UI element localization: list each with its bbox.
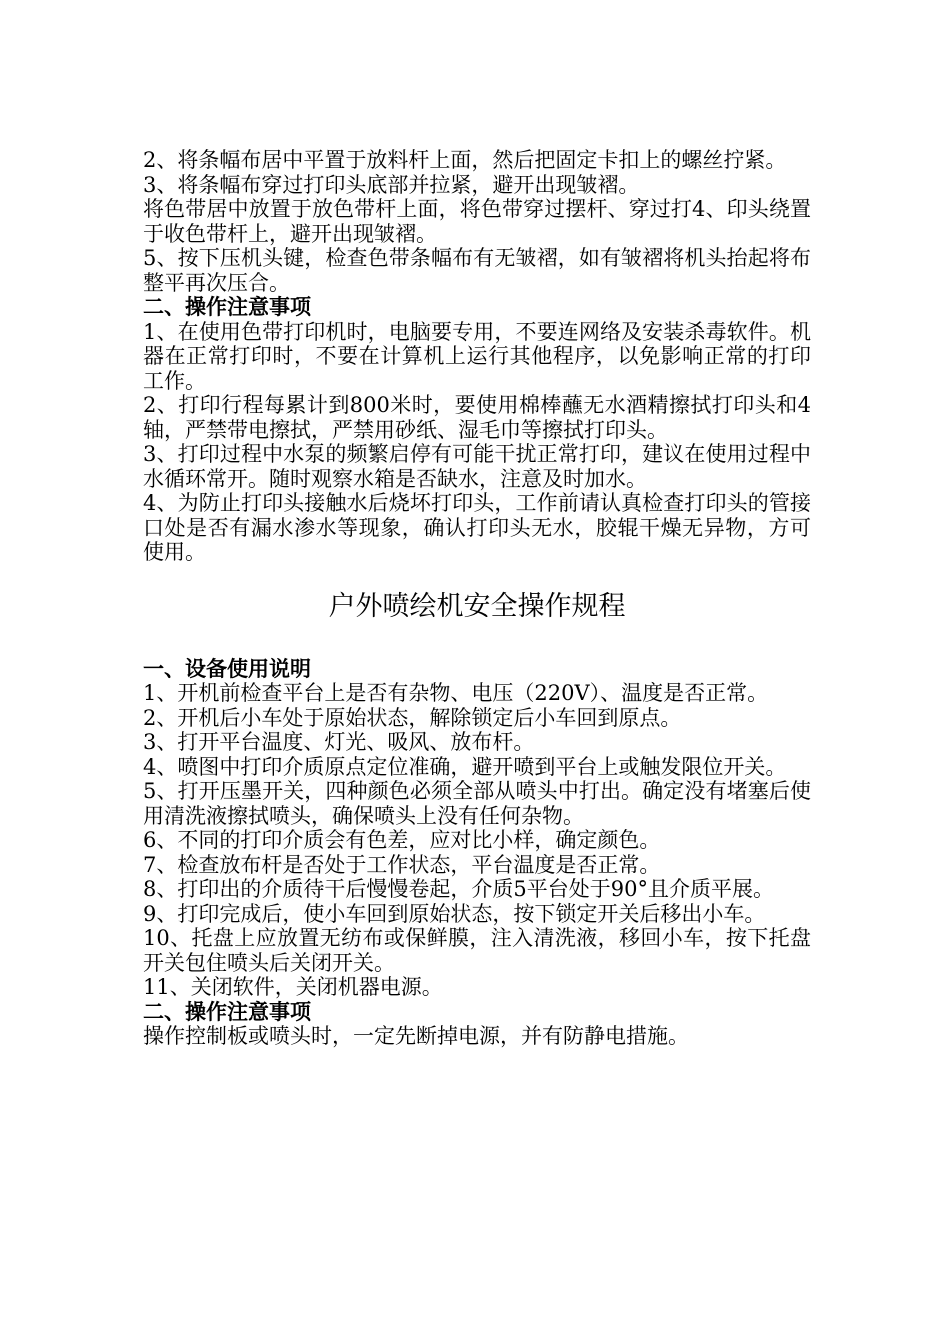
paragraph: 3、打开平台温度、灯光、吸风、放布杆。	[143, 730, 535, 754]
paragraph: 4、喷图中打印介质原点定位准确，避开喷到平台上或触发限位开关。	[143, 754, 787, 779]
paragraph: 将色带居中放置于放色带杆上面，将色带穿过摆杆、穿过打4、印头绕置于收色带杆上，避开出现皱褶。	[143, 197, 811, 246]
paragraph: 1、开机前检查平台上是否有杂物、电压（220V）、温度是否正常。	[143, 681, 769, 705]
paragraph: 7、检查放布杆是否处于工作状态，平台温度是否正常。	[143, 852, 661, 877]
paragraph: 操作控制板或喷头时，一定先断掉电源，并有防静电措施。	[143, 1024, 689, 1048]
paragraph: 6、不同的打印介质会有色差，应对比小样，确定颜色。	[143, 828, 661, 852]
paragraph: 10、托盘上应放置无纺布或保鲜膜，注入清洗液，移回小车，按下托盘开关包住喷头后关闭开关。	[143, 926, 811, 975]
paragraph: 4、为防止打印头接触水后烧坏打印头，工作前请认真检查打印头的管接口处是否有漏水渗水等现象，确认打印头无水，胶辊干燥无异物，方可使用。	[143, 491, 811, 564]
section-heading: 二、操作注意事项	[143, 999, 311, 1024]
paragraph: 11、关闭软件，关闭机器电源。	[143, 975, 443, 999]
paragraph: 1、在使用色带打印机时，电脑要专用，不要连网络及安装杀毒软件。机器在正常打印时，不要在计算机上运行其他程序，以免影响正常的打印工作。	[143, 319, 811, 393]
paragraph: 5、打开压墨开关，四种颜色必须全部从喷头中打出。确定没有堵塞后使用清洗液擦拭喷头，确保喷头上没有任何杂物。	[143, 779, 811, 828]
paragraph: 2、开机后小车处于原始状态，解除锁定后小车回到原点。	[143, 705, 682, 730]
paragraph: 3、将条幅布穿过打印头底部并拉紧，避开出现皱褶。	[143, 172, 640, 197]
section-heading: 一、设备使用说明	[143, 656, 311, 681]
section-heading: 二、操作注意事项	[143, 295, 311, 319]
paragraph: 3、打印过程中水泵的频繁启停有可能干扰正常打印，建议在使用过程中水循环常开。随时观察水箱是否缺水，注意及时加水。	[143, 442, 811, 491]
paragraph: 8、打印出的介质待干后慢慢卷起，介质5平台处于90°且介质平展。	[143, 877, 774, 901]
paragraph: 5、按下压机头键，检查色带条幅布有无皱褶，如有皱褶将机头抬起将布整平再次压合。	[143, 246, 811, 295]
paragraph: 2、将条幅布居中平置于放料杆上面，然后把固定卡扣上的螺丝拧紧。	[143, 148, 787, 172]
document-page	[143, 148, 811, 1049]
paragraph: 9、打印完成后，使小车回到原始状态，按下锁定开关后移出小车。	[143, 901, 766, 926]
paragraph: 2、打印行程每累计到800米时，要使用棉棒蘸无水酒精擦拭打印头和4轴，严禁带电擦拭，严禁用砂纸、湿毛巾等擦拭打印头。	[143, 393, 811, 442]
document-title: 户外喷绘机安全操作规程	[328, 590, 626, 622]
